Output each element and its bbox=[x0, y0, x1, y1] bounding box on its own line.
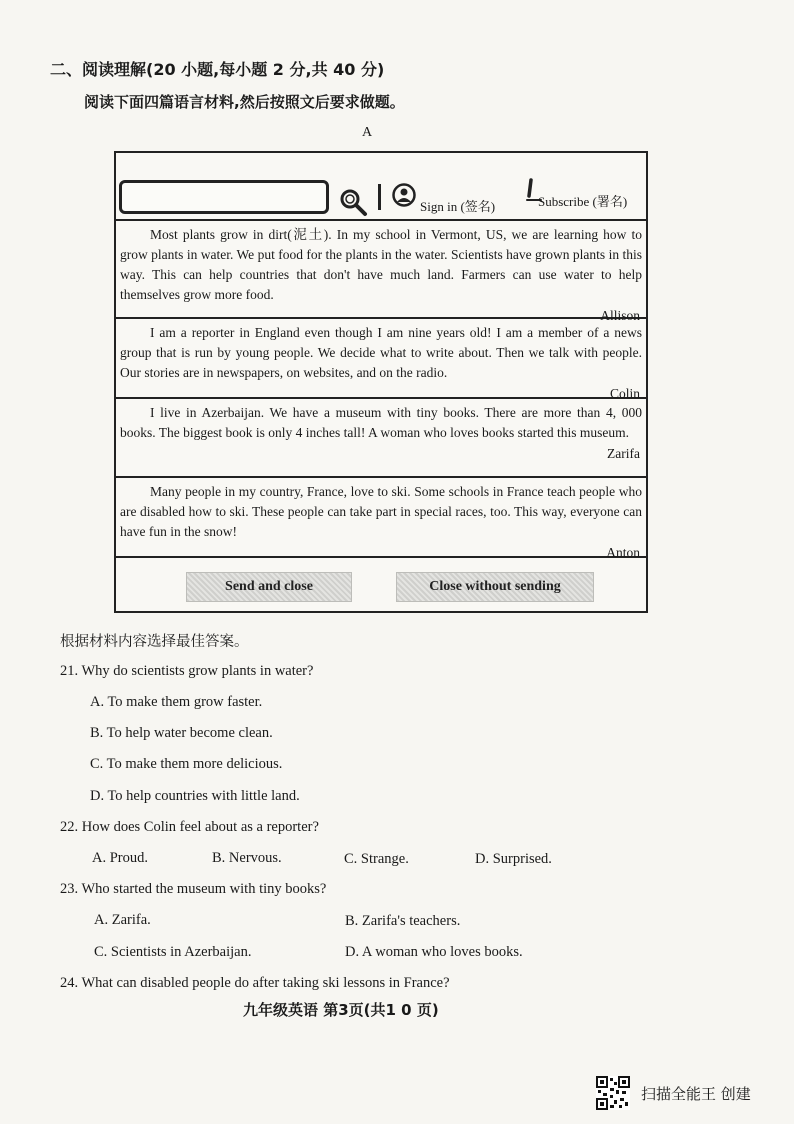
option-22-b[interactable]: B. Nervous. bbox=[212, 850, 282, 866]
option-21-c[interactable]: C. To make them more delicious. bbox=[90, 756, 283, 772]
question-stem: What can disabled people do after taking ski lessons in France? bbox=[81, 975, 450, 991]
section-title: 二、阅读理解(20 小题,每小题 2 分,共 40 分) bbox=[50, 60, 385, 79]
post-text: I live in Azerbaijan. We have a museum with tiny books. There are more than 4, 000 books. The biggest book is only 4 inches tall! A woman who loves books started this museum. bbox=[120, 405, 642, 440]
post-author: Colin bbox=[609, 386, 640, 401]
option-23-a[interactable]: A. Zarifa. bbox=[94, 912, 151, 928]
question-stem: Who started the museum with tiny books? bbox=[81, 881, 327, 897]
post-text: I am a reporter in England even though I am nine years old! I am a member of a news group that is run by young people. We decide what to write about. Then we talk with people. Our stories are in newspapers, on websites, and on the radio. bbox=[120, 325, 642, 380]
question-number: 24. bbox=[60, 975, 79, 991]
sign-in-link[interactable]: Sign in (签名) bbox=[420, 199, 496, 214]
option-21-b[interactable]: B. To help water become clean. bbox=[90, 725, 273, 741]
question-stem: How does Colin feel about as a reporter? bbox=[81, 819, 319, 835]
option-21-d[interactable]: D. To help countries with little land. bbox=[90, 788, 300, 804]
questions-prompt: 根据材料内容选择最佳答案。 bbox=[60, 634, 249, 650]
post-author: Zarifa bbox=[607, 446, 640, 461]
option-22-d[interactable]: D. Surprised. bbox=[475, 851, 552, 867]
search-icon[interactable] bbox=[338, 187, 368, 217]
post-zarifa bbox=[116, 399, 646, 478]
option-22-c[interactable]: C. Strange. bbox=[344, 851, 409, 867]
post-colin bbox=[116, 319, 646, 399]
question-21 bbox=[60, 663, 313, 680]
option-23-c[interactable]: C. Scientists in Azerbaijan. bbox=[94, 944, 252, 960]
webpage-mockup bbox=[114, 151, 648, 613]
option-22-a[interactable]: A. Proud. bbox=[92, 850, 148, 866]
question-stem: Why do scientists grow plants in water? bbox=[81, 663, 314, 679]
question-23 bbox=[60, 881, 326, 898]
page-footer: 九年级英语 第3页(共1 0 页) bbox=[243, 1001, 439, 1019]
post-text: Most plants grow in dirt(泥土). In my school in Vermont, US, we are learning how to grow plants in water. We put food for the plants in the water. Scientists have grown plants in this way. This can help countries that don't have much land. Farmers can use water to help themselves grow more food. bbox=[120, 227, 642, 302]
post-allison bbox=[116, 221, 646, 323]
toolbar-separator bbox=[378, 184, 381, 210]
passage-label: A bbox=[362, 125, 373, 140]
close-without-sending-button[interactable]: Close without sending bbox=[396, 572, 594, 602]
webpage-topbar bbox=[116, 153, 646, 221]
send-and-close-button[interactable]: Send and close bbox=[186, 572, 352, 602]
qr-code-icon bbox=[596, 1076, 630, 1110]
question-number: 22. bbox=[60, 819, 79, 835]
option-23-b[interactable]: B. Zarifa's teachers. bbox=[345, 913, 461, 929]
section-instruction: 阅读下面四篇语言材料,然后按照文后要求做题。 bbox=[84, 93, 405, 111]
question-22 bbox=[60, 819, 319, 836]
search-input[interactable] bbox=[119, 180, 329, 214]
subscribe-link[interactable]: Subscribe (署名) bbox=[538, 194, 628, 209]
post-author: Allison bbox=[600, 308, 640, 323]
question-number: 21. bbox=[60, 663, 79, 679]
question-number: 23. bbox=[60, 881, 79, 897]
post-anton bbox=[116, 478, 646, 558]
user-icon[interactable] bbox=[392, 183, 416, 207]
post-text: Many people in my country, France, love to ski. Some schools in France teach people who are disabled how to ski. These people can take part in special races, too. This way, everyone can have fun in the snow! bbox=[120, 484, 642, 539]
option-21-a[interactable]: A. To make them grow faster. bbox=[90, 694, 263, 710]
post-author: Anton bbox=[606, 545, 640, 560]
option-23-d[interactable]: D. A woman who loves books. bbox=[345, 944, 523, 960]
watermark-text: 扫描全能王 创建 bbox=[641, 1085, 751, 1103]
question-24 bbox=[60, 975, 450, 992]
